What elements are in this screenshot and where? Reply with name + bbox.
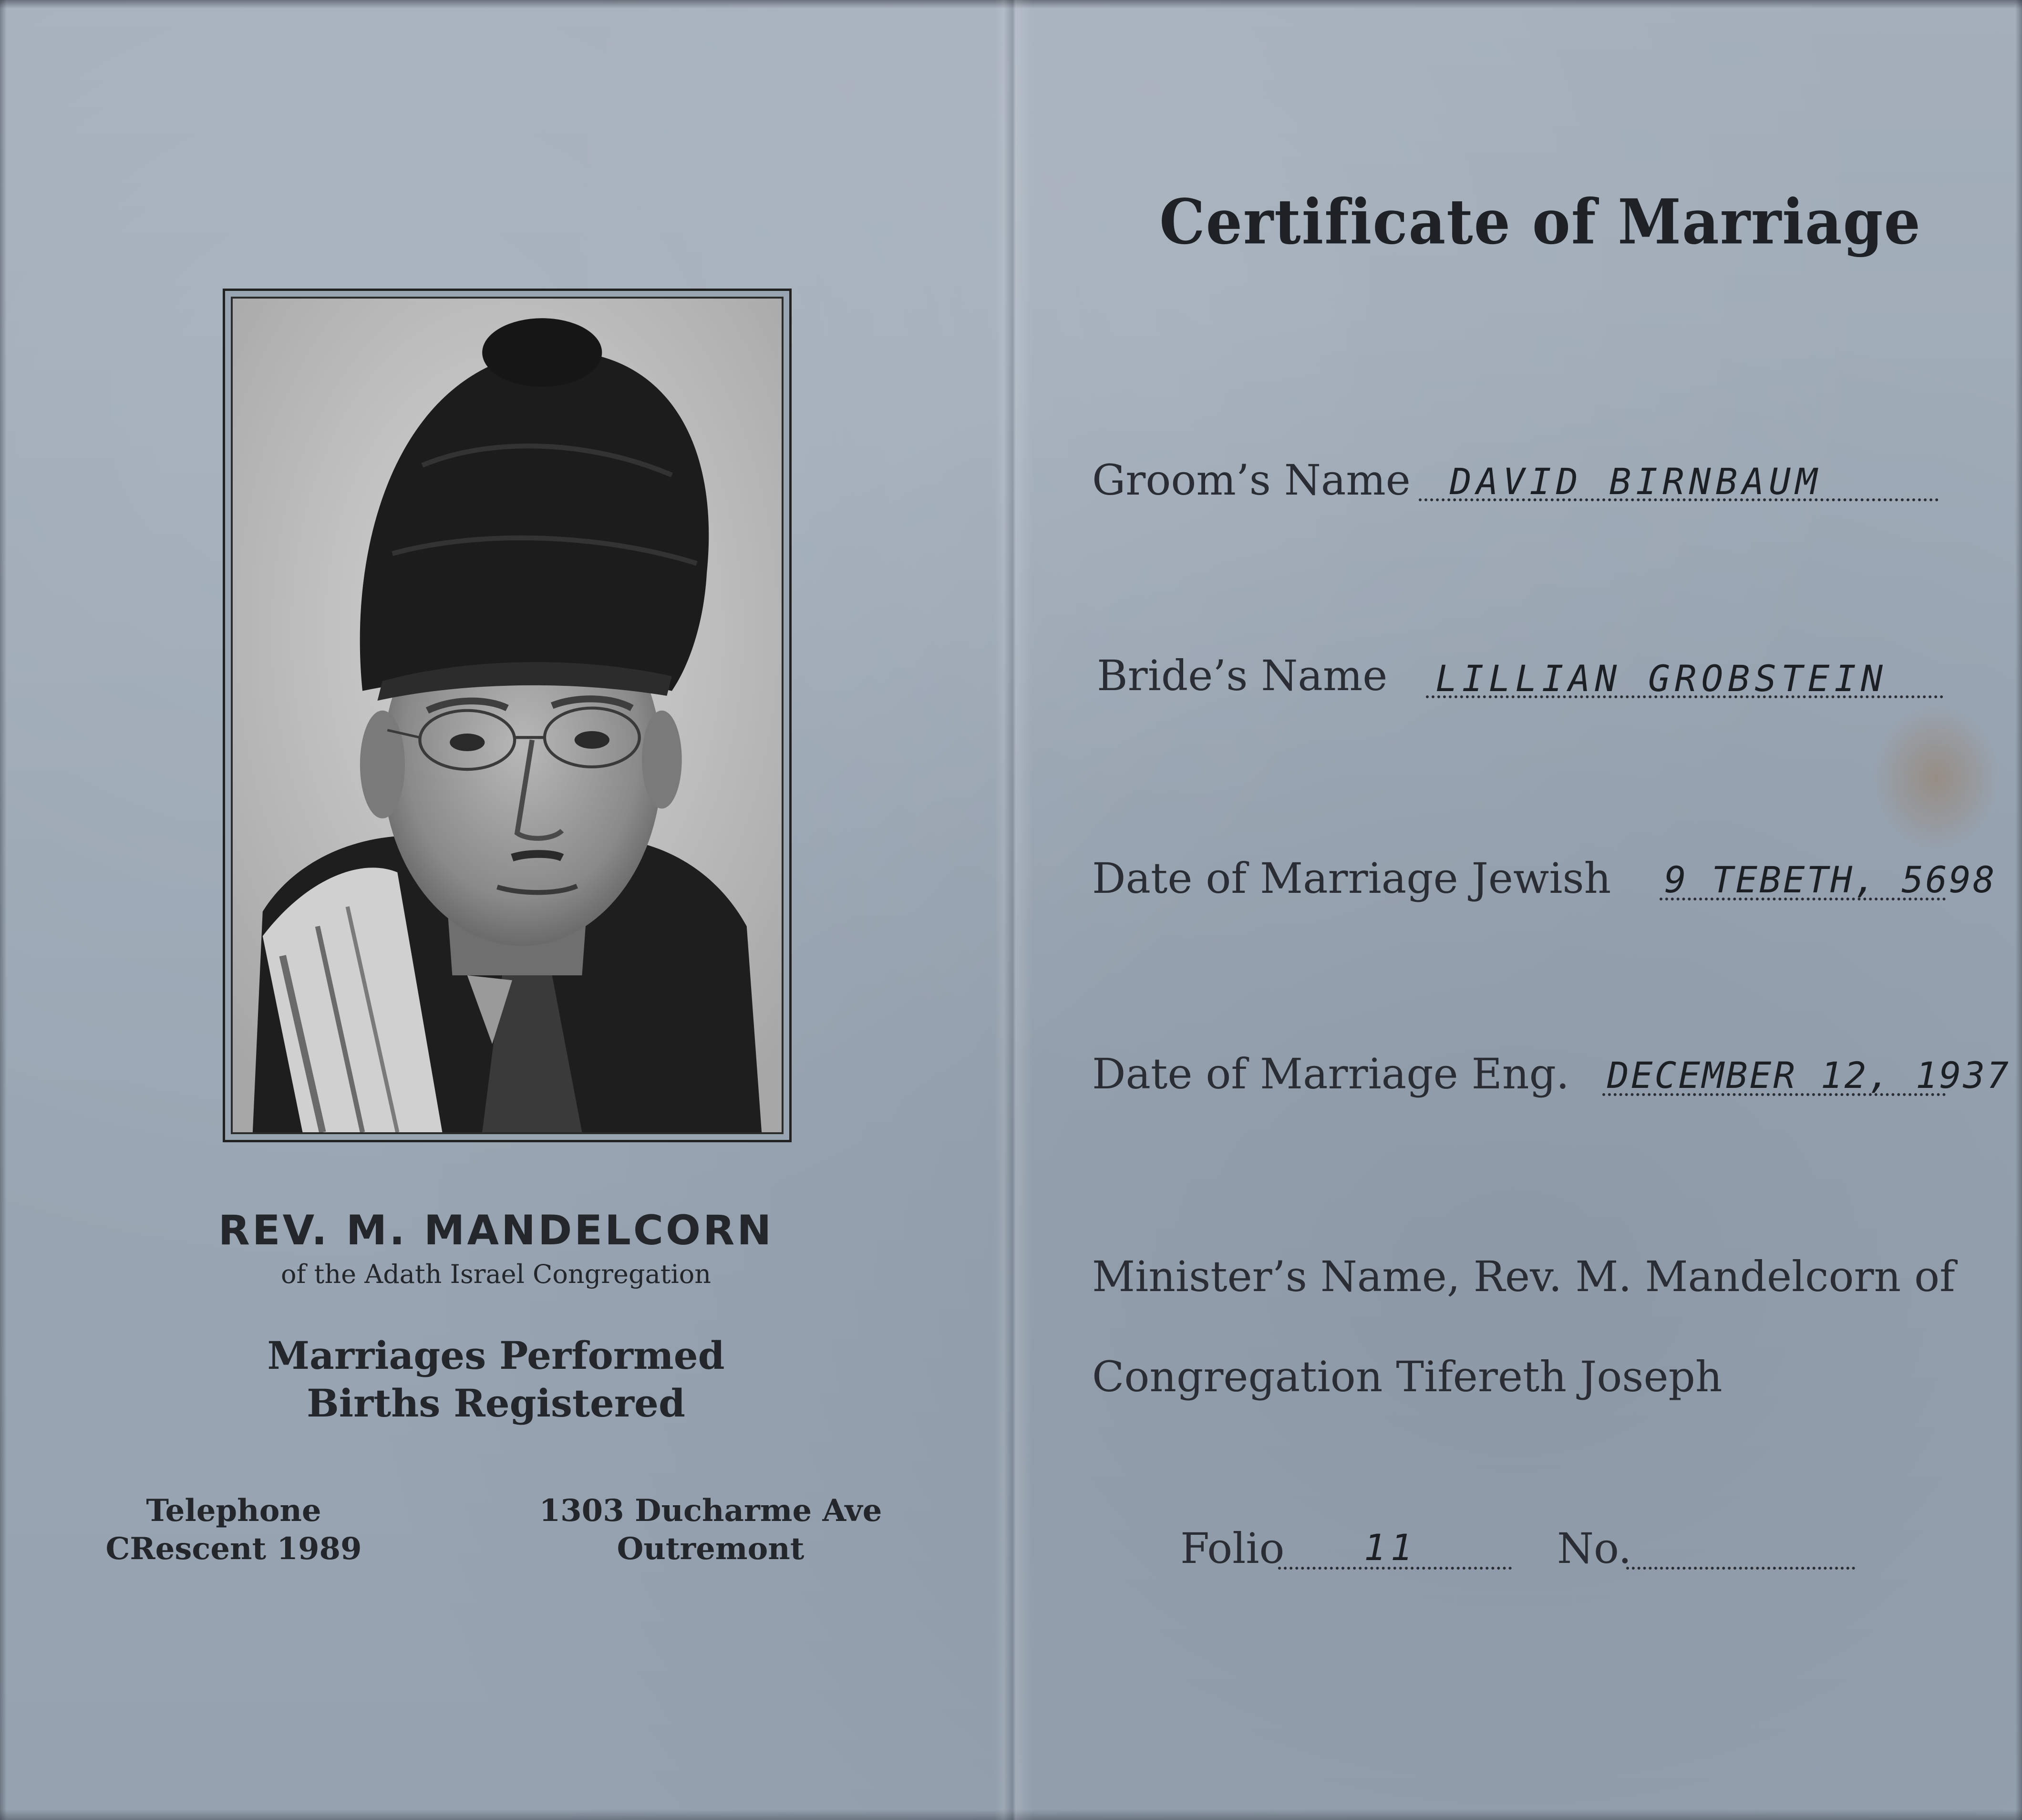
folio-label: Folio	[1180, 1524, 1285, 1573]
address-street: 1303 Ducharme Ave	[539, 1493, 882, 1529]
minister-line-2: Congregation Tifereth Joseph	[1092, 1352, 1723, 1401]
minister-name-heading: REV. M. MANDELCORN	[218, 1207, 774, 1254]
certificate-title: Certificate of Marriage	[1159, 186, 1921, 259]
groom-name-label: Groom’s Name	[1092, 455, 1411, 505]
service-marriages: Marriages Performed	[267, 1333, 725, 1378]
center-fold	[994, 0, 1032, 1820]
english-date-value: DECEMBER 12, 1937	[1607, 1054, 2011, 1096]
number-line	[1626, 1567, 1855, 1570]
folio-value: 11	[1364, 1526, 1417, 1569]
bride-name-value: LILLIAN GROBSTEIN	[1435, 657, 1888, 700]
service-births: Births Registered	[307, 1381, 685, 1426]
paper-edge-left	[0, 0, 7, 1820]
paper-stain	[1874, 706, 1998, 849]
portrait-illustration	[233, 299, 782, 1132]
bride-name-label: Bride’s Name	[1097, 651, 1388, 700]
paper-edge-right	[2015, 0, 2022, 1820]
jewish-date-value: 9 TEBETH, 5698	[1664, 858, 1997, 901]
groom-name-value: DAVID BIRNBAUM	[1450, 460, 1822, 503]
minister-line-1: Minister’s Name, Rev. M. Mandelcorn of	[1092, 1252, 1955, 1301]
english-date-label: Date of Marriage Eng.	[1092, 1049, 1569, 1098]
jewish-date-label: Date of Marriage Jewish	[1092, 854, 1611, 903]
portrait-frame	[223, 289, 792, 1142]
address-city: Outremont	[617, 1531, 805, 1567]
telephone-label: Telephone	[146, 1493, 321, 1529]
number-label: No.	[1557, 1524, 1632, 1573]
congregation-subtitle: of the Adath Israel Congregation	[280, 1259, 712, 1289]
portrait-photo	[231, 297, 784, 1134]
telephone-number: CRescent 1989	[105, 1531, 362, 1567]
